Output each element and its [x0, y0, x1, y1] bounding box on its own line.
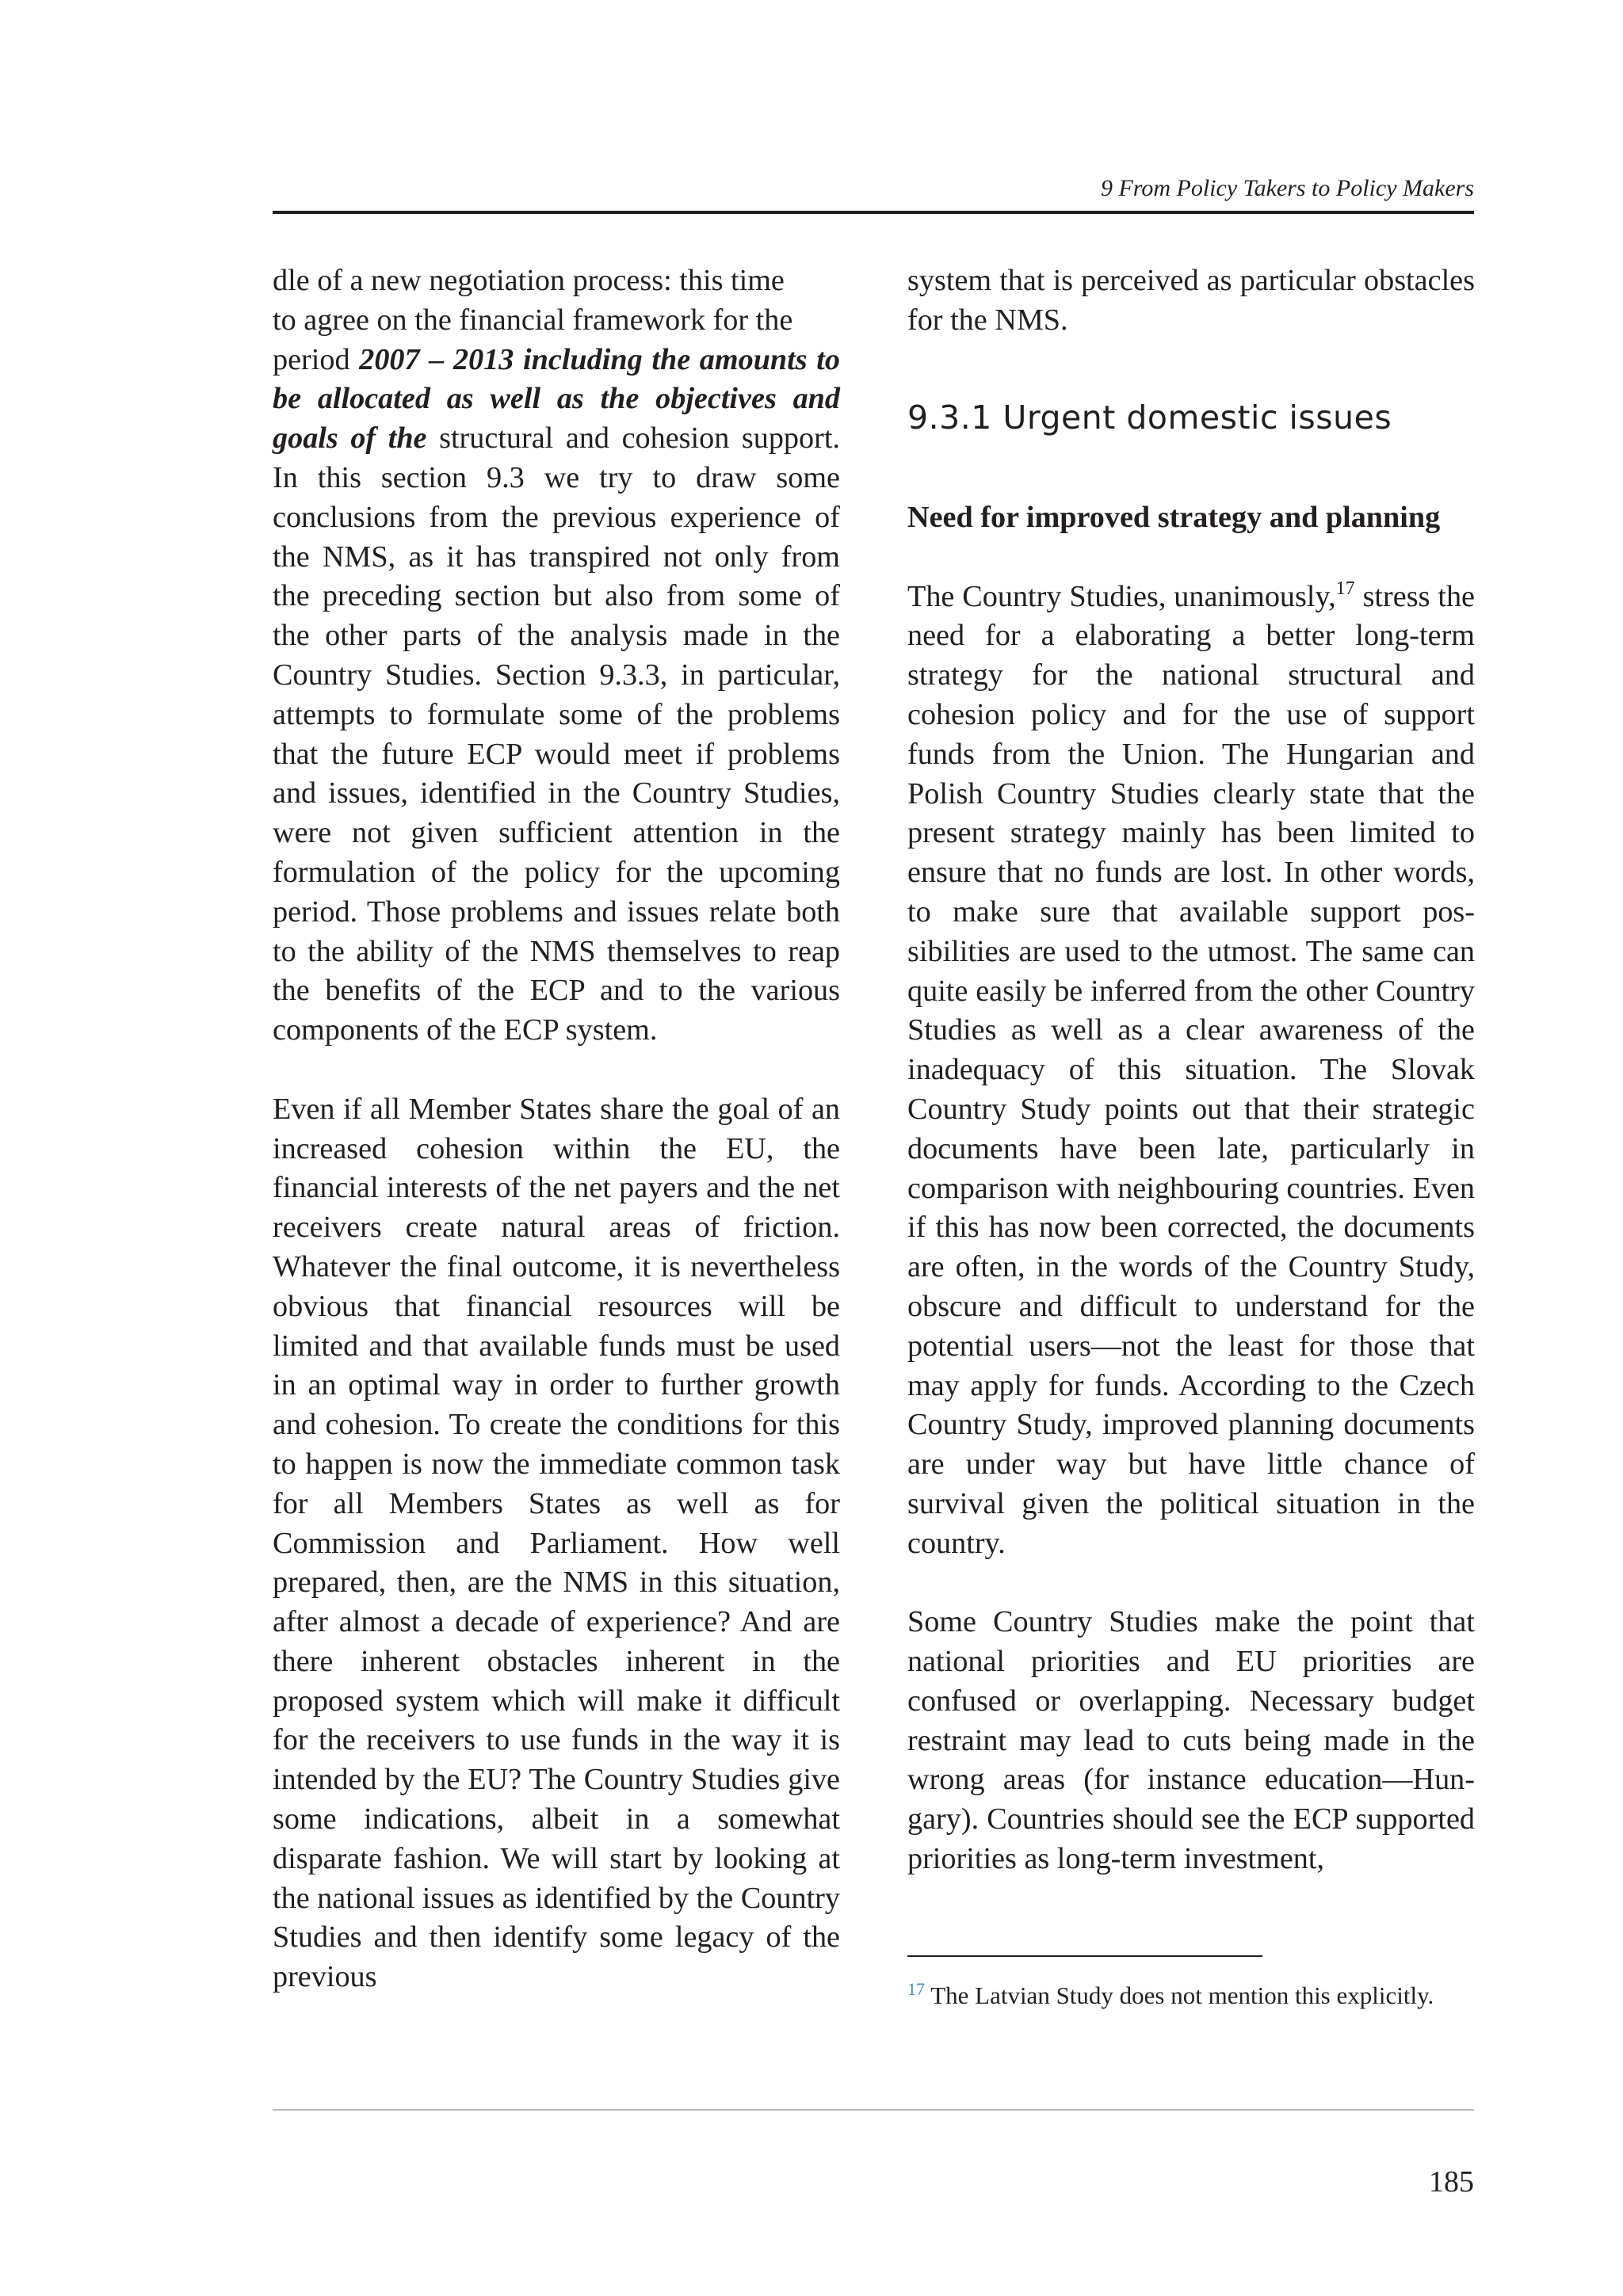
text-run: The Country Studies, unanimously, [907, 579, 1336, 613]
right-paragraph-1 [907, 578, 1475, 1564]
footnote-reference[interactable]: 17 [1335, 578, 1355, 599]
right-paragraph-0: system that is perceived as particular obstacles for the NMS. [907, 264, 1475, 337]
section-heading: 9.3.1 Urgent domestic issues [907, 399, 1392, 437]
right-paragraph-2: Some Country Studies make the point that national priorities and EU priorities are confused or overlapping. Necessary budget restraint may lead to cuts being made in the wrong areas (for instance education—Hungary). Countries should see the ECP supported priorities as long-term investment, [907, 1605, 1475, 1876]
left-paragraph-1 [273, 261, 840, 1051]
text-run: stress the need for a elaborating a better long-term strategy for the national structural and cohesion policy and for the use of support funds from the Union. The Hungarian and Polish Country Studies clearly state that the present strategy mainly has been limited to ensure that no funds are lost. In other words, to make sure that available support possibilities are used to the utmost. The same can quite easily be inferred from the other Country Studies as well as a clear awareness of the inadequacy of this situation. The Slovak Country Study points out that their strategic documents have been late, particularly in comparison with neighbouring countries. Even if this has now been corrected, the documents are often, in the words of the Country Study, obscure and difficult to understand for the potential users—not the least for those that may apply for funds. According to the Czech Country Study, improved planning documents are under way but have little chance of survival given the political situation in the country. [907, 579, 1475, 1560]
footnote-text: The Latvian Study does not mention this explicitly. [925, 1981, 1434, 2009]
text-run: structural and cohesion support. In this section 9.3 we try to draw some conclusions from the previous experience of the NMS, as it has transpired not only from the preceding section but also from some of the other parts of the analysis made in the Country Studies. Section 9.3.3, in particular, attempts to formulate some of the problems that the future ECP would meet if problems and issues, identified in the Country Studies, were not given sufficient attention in the formulation of the policy for the upcoming period. Those problems and issues relate both to the ability of the NMS themselves to reap the benefits of the ECP and to the various components of the ECP system. [273, 421, 840, 1047]
paragraph-gap [907, 1564, 1475, 1604]
header-rule [273, 211, 1474, 214]
text-line: dle of a new negotiation process: this time [273, 264, 785, 297]
paragraph-gap [907, 459, 1475, 498]
emphasis-text: 2007 – 2013 including the amounts to be allocated as well as the objectives and goals of the [273, 342, 840, 456]
right-column [907, 261, 1475, 1879]
running-head: 9 From Policy Takers to Policy Makers [1100, 175, 1474, 201]
text-line: to agree on the financial framework for the [273, 303, 793, 337]
sub-heading: Need for improved strategy and planning [907, 500, 1441, 534]
left-column [273, 261, 840, 1997]
paragraph-gap [273, 1051, 840, 1090]
paragraph-gap [907, 341, 1475, 380]
left-paragraph-2: Even if all Member States share the goal of an increased cohesion within the EU, the financial interests of the net payers and the net receivers create natural areas of friction. Whatever the final outcome, it is nevertheless obvious that financial resources will be limited and that available funds must be used in an optimal way in order to further growth and cohesion. To create the conditions for this to happen is now the immediate common task for all Members States as well as for Commission and Parliament. How well prepared, then, are the NMS in this situation, after almost a decade of experience? And are there inherent obstacles inherent in the proposed system which will make it difficult for the receivers to use funds in the way it is intended by the EU? The Country Studies give some indications, albeit in a somewhat disparate fashion. We will start by looking at the national issues as identified by the Country Studies and then identify some legacy of the previous [273, 1092, 840, 1994]
page-number: 185 [1429, 2165, 1474, 2199]
footer-rule [273, 2109, 1474, 2111]
footnote [907, 1979, 1475, 2012]
footnote-number: 17 [907, 1979, 925, 1999]
text-run: period [273, 342, 360, 376]
footnote-rule [907, 1955, 1262, 1957]
paragraph-gap [907, 538, 1475, 578]
